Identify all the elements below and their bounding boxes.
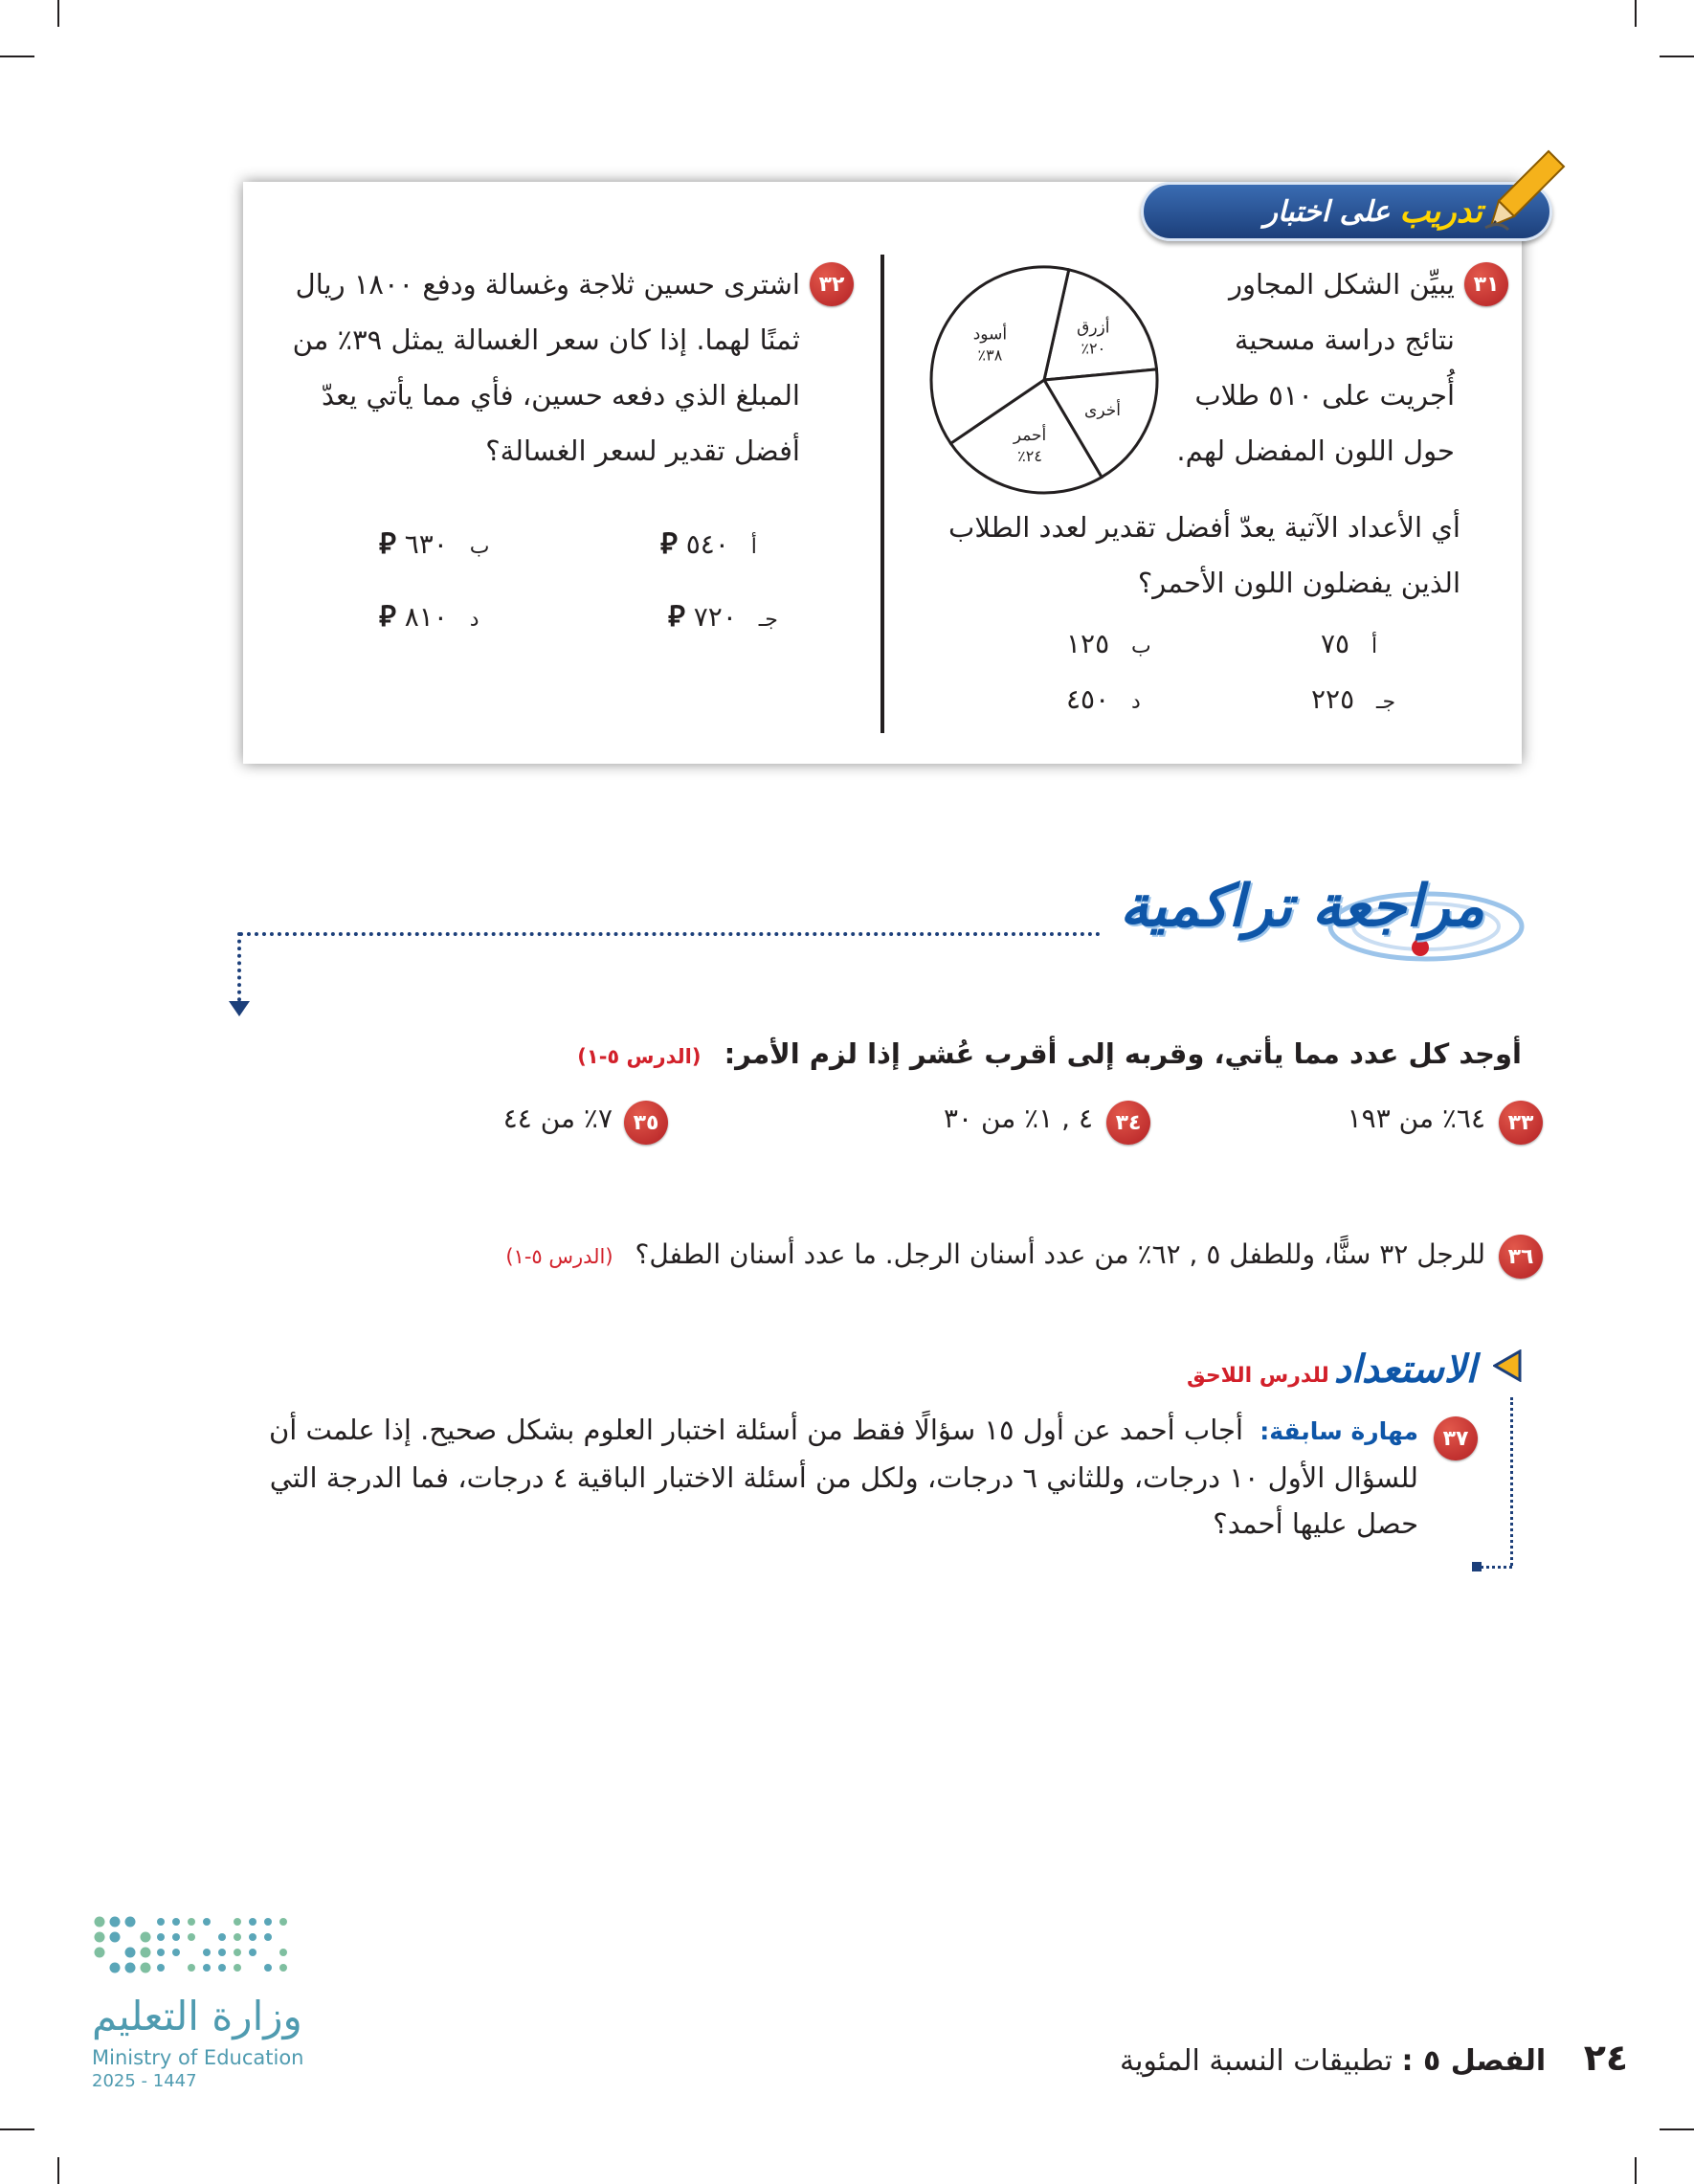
prep-title-sub: للدرس اللاحق xyxy=(1187,1364,1329,1388)
chapter-title: تطبيقات النسبة المئوية xyxy=(1120,2044,1393,2078)
riyal-symbol: ⃁ xyxy=(660,527,678,561)
logo-dot xyxy=(125,1963,136,1973)
logo-dot xyxy=(279,1918,287,1926)
logo-dot xyxy=(95,1932,105,1943)
logo-dot xyxy=(95,1917,105,1928)
option-letter: أ xyxy=(1371,635,1378,658)
pie-chart xyxy=(925,260,1164,500)
logo-dot xyxy=(110,1932,121,1943)
crop-mark xyxy=(0,56,34,57)
riyal-symbol: ⃁ xyxy=(379,527,396,561)
crop-mark xyxy=(1660,2128,1694,2130)
logo-dot xyxy=(157,1933,165,1941)
review-item-35: ٧٪ من ٤٤ xyxy=(502,1103,613,1134)
logo-dot xyxy=(279,1949,287,1956)
review-title: مراجعة تراكمية xyxy=(1120,873,1485,940)
column-divider xyxy=(880,255,884,733)
logo-dot xyxy=(264,1964,272,1972)
question-number-badge: ٣١ xyxy=(1464,262,1508,306)
logo-dot xyxy=(125,1948,136,1958)
crop-mark xyxy=(0,2128,34,2130)
option-letter: ب xyxy=(1131,635,1151,658)
pie-value-label-0: ٢٠٪ xyxy=(1081,339,1106,358)
option-value: ٢٢٥ xyxy=(1311,683,1355,715)
question-number-badge: ٣٥ xyxy=(624,1101,668,1145)
option-value: ٨١٠ xyxy=(404,601,448,633)
logo-dot xyxy=(95,1948,105,1958)
logo-dot xyxy=(141,1963,151,1973)
pie-value-label-2: ٢٤٪ xyxy=(1017,446,1042,465)
chapter-label: الفصل ٥ : xyxy=(1401,2044,1547,2078)
prep-dotted-line xyxy=(1510,1397,1513,1566)
prep-title-main: الاستعداد xyxy=(1333,1348,1477,1392)
logo-dot xyxy=(234,1933,241,1941)
logo-dot xyxy=(172,1918,180,1926)
logo-dot xyxy=(157,1964,165,1972)
question-number-badge: ٣٦ xyxy=(1499,1235,1543,1279)
logo-dot xyxy=(172,1933,180,1941)
q32-option-c[interactable] xyxy=(668,597,778,635)
question-number-badge: ٣٣ xyxy=(1499,1101,1543,1145)
q31-option-a[interactable] xyxy=(1321,628,1377,659)
logo-dot xyxy=(110,1963,121,1973)
ministry-year: 2025 - 1447 xyxy=(92,2071,197,2091)
prep-title xyxy=(1177,1348,1477,1392)
q31-option-b[interactable] xyxy=(1066,628,1151,659)
ministry-logo-dots xyxy=(92,1914,302,1981)
page-footer xyxy=(1120,2037,1628,2079)
logo-dot xyxy=(188,1918,195,1926)
logo-dot xyxy=(218,1933,226,1941)
logo-dot xyxy=(249,1933,256,1941)
option-letter: جـ xyxy=(1376,690,1396,714)
logo-dot xyxy=(110,1917,121,1928)
banner-word-practice: تدريب xyxy=(1399,192,1482,231)
q31-text: يبيِّن الشكل المجاور نتائج دراسة مسحية أُجريت على ٥١٠ طلاب حول اللون المفضل لهم. xyxy=(1176,268,1455,467)
q36-text xyxy=(505,1238,1485,1270)
option-letter: د xyxy=(469,608,479,632)
review-instruction xyxy=(577,1026,1522,1084)
logo-dot xyxy=(172,1949,180,1956)
review-dotted-line xyxy=(237,932,241,1009)
crop-mark xyxy=(57,0,59,27)
logo-dot xyxy=(203,1949,211,1956)
q32-option-b[interactable] xyxy=(379,524,489,562)
logo-dot xyxy=(264,1933,272,1941)
logo-dot xyxy=(218,1964,226,1972)
lesson-reference: (الدرس ٥-١) xyxy=(505,1245,613,1268)
review-instruction-text: أوجد كل عدد مما يأتي، وقربه إلى أقرب عُشر إذا لزم الأمر: xyxy=(724,1037,1522,1070)
page-number: ٢٤ xyxy=(1583,2037,1629,2079)
banner-word-test: على اختبار xyxy=(1263,194,1391,229)
review-dotted-line xyxy=(239,932,1101,936)
option-letter: ب xyxy=(469,535,490,559)
crop-mark xyxy=(57,2157,59,2184)
review-item-33: ٦٤٪ من ١٩٣ xyxy=(1347,1103,1485,1134)
option-value: ١٢٥ xyxy=(1066,628,1110,659)
option-letter: جـ xyxy=(758,608,778,632)
logo-dot xyxy=(234,1964,241,1972)
pie-label-1: أخرى xyxy=(1084,401,1121,421)
logo-dot xyxy=(264,1918,272,1926)
q32-option-d[interactable] xyxy=(379,597,479,635)
option-value: ٦٣٠ xyxy=(404,528,448,560)
option-letter: أ xyxy=(750,535,757,559)
question-number-badge: ٣٤ xyxy=(1106,1101,1150,1145)
logo-dot xyxy=(188,1933,195,1941)
pie-label-2: أحمر xyxy=(1013,425,1047,445)
arrow-down-icon xyxy=(229,1001,250,1016)
logo-dot xyxy=(188,1964,195,1972)
pie-label-3: أسود xyxy=(972,324,1008,345)
prep-end-marker xyxy=(1472,1562,1482,1571)
question-number-badge: ٣٧ xyxy=(1434,1416,1478,1460)
logo-dot xyxy=(125,1917,136,1928)
riyal-symbol: ⃁ xyxy=(668,600,685,634)
logo-dot xyxy=(141,1932,151,1943)
crop-mark xyxy=(1635,2157,1637,2184)
logo-dot xyxy=(249,1949,256,1956)
review-item-34: ٤ , ١٪ من ٣٠ xyxy=(943,1103,1093,1134)
q37-text xyxy=(239,1407,1418,1547)
logo-dot xyxy=(234,1949,241,1956)
pie-value-label-3: ٣٨٪ xyxy=(977,345,1003,365)
ministry-name-english: Ministry of Education xyxy=(92,2046,304,2069)
q37-label: مهارة سابقة: xyxy=(1259,1417,1418,1445)
pencil-icon xyxy=(1482,147,1568,234)
option-value: ٥٤٠ xyxy=(685,528,729,560)
logo-dot xyxy=(157,1918,165,1926)
riyal-symbol: ⃁ xyxy=(379,600,396,634)
logo-dot xyxy=(203,1918,211,1926)
option-value: ٤٥٠ xyxy=(1066,683,1110,715)
logo-dot xyxy=(203,1964,211,1972)
q32-option-a[interactable] xyxy=(660,524,757,562)
triangle-left-icon xyxy=(1493,1349,1522,1382)
logo-dot xyxy=(234,1918,241,1926)
q31-question: أي الأعداد الآتية يعدّ أفضل تقدير لعدد الطلاب الذين يفضلون اللون الأحمر؟ xyxy=(948,511,1460,599)
option-letter: د xyxy=(1131,690,1141,714)
q31-option-c[interactable] xyxy=(1311,683,1395,715)
q31-option-d[interactable] xyxy=(1066,683,1141,715)
q37-question: أجاب أحمد عن أول ١٥ سؤالًا فقط من أسئلة اختبار العلوم بشكل صحيح. إذا علمت أن للسؤال الأول ١٠ درجات، وللثاني ٦ درجات، ولكل من أسئلة الاختبار الباقية ٤ درجات، فما الدرجة التي حصل عليها أحمد؟ xyxy=(268,1414,1418,1540)
lesson-reference: (الدرس ٥-١) xyxy=(577,1045,702,1068)
logo-dot xyxy=(218,1949,226,1956)
pie-label-0: أزرق xyxy=(1077,318,1110,338)
option-value: ٧٥ xyxy=(1321,628,1350,659)
q36-question: للرجل ٣٢ سنًّا، وللطفل ٥ , ٦٢٪ من عدد أسنان الرجل. ما عدد أسنان الطفل؟ xyxy=(635,1238,1485,1270)
option-value: ٧٢٠ xyxy=(693,601,737,633)
logo-dot xyxy=(279,1964,287,1972)
crop-mark xyxy=(1635,0,1637,27)
crop-mark xyxy=(1660,56,1694,57)
question-number-badge: ٣٢ xyxy=(810,262,854,306)
logo-dot xyxy=(157,1949,165,1956)
logo-dot xyxy=(141,1948,151,1958)
logo-dot xyxy=(249,1918,256,1926)
ministry-name-arabic: وزارة التعليم xyxy=(92,1993,302,2039)
q32-text: اشترى حسين ثلاجة وغسالة ودفع ١٨٠٠ ريال ثمنًا لهما. إذا كان سعر الغسالة يمثل ٣٩٪ من المبلغ الذي دفعه حسين، فأي مما يأتي يعدّ أفضل تقدير لسعر الغسالة؟ xyxy=(292,268,800,467)
